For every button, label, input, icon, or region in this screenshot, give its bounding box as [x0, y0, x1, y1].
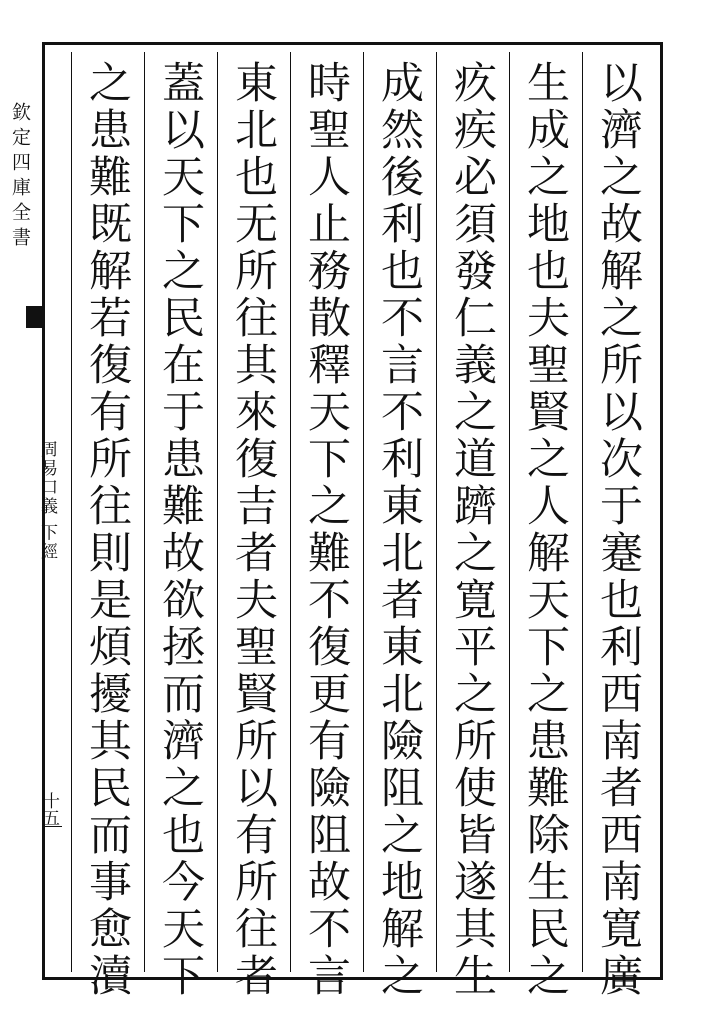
column-rule	[217, 52, 218, 972]
collection-title: 欽定四庫全書	[9, 102, 31, 252]
text-column	[517, 60, 573, 1000]
text-column	[298, 60, 354, 1000]
column-text: 成然後利也不言不利東北者東北險阻之地解之	[374, 60, 424, 1000]
text-column	[79, 60, 135, 1000]
column-rule	[509, 52, 510, 972]
column-rule	[436, 52, 437, 972]
column-rule	[290, 52, 291, 972]
text-column	[590, 60, 646, 1000]
text-column	[152, 60, 208, 1000]
column-text: 時聖人止務散釋天下之難不復更有險阻故不言	[301, 60, 351, 1000]
text-column	[371, 60, 427, 1000]
column-text: 之患難既解若復有所往則是煩擾其民而事愈瀆	[82, 60, 132, 1000]
column-rule	[582, 52, 583, 972]
column-rule	[71, 52, 72, 972]
book-title: 周易口義 下經	[37, 440, 57, 562]
column-text: 東北也无所往其來復吉者夫聖賢所以有所往者	[228, 60, 278, 1000]
text-column	[444, 60, 500, 1000]
text-column	[225, 60, 281, 1000]
column-rule	[363, 52, 364, 972]
fishtail-mark	[26, 306, 42, 328]
column-text: 蓋以天下之民在于患難故欲拯而濟之也今天下	[155, 60, 205, 1000]
column-text: 生成之地也夫聖賢之人解天下之患難除生民之	[520, 60, 570, 1000]
column-rule	[144, 52, 145, 972]
column-text: 以濟之故解之所以次于蹇也利西南者西南寛廣	[593, 60, 643, 1000]
page-number: 十五	[39, 792, 59, 826]
column-text: 疚疾必須發仁義之道躋之寛平之所使皆遂其生	[447, 60, 497, 1000]
